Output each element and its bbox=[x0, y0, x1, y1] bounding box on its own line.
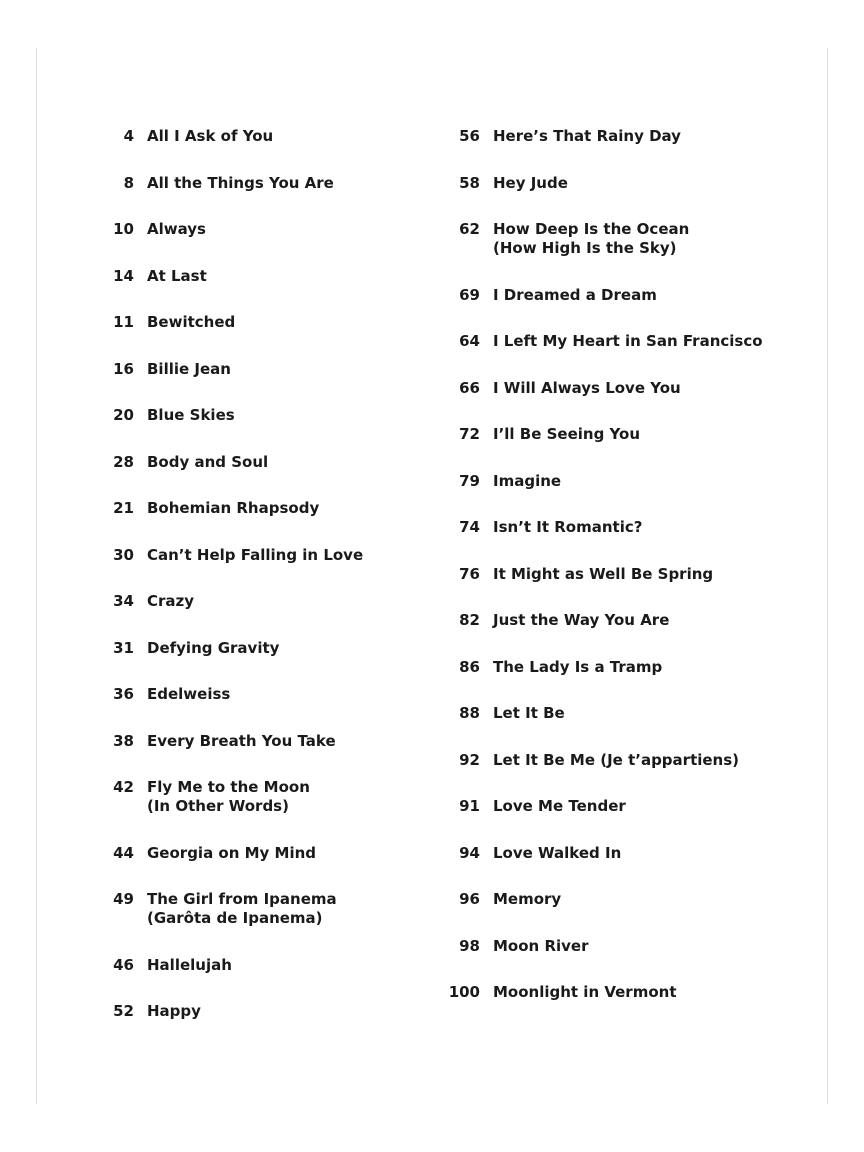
toc-song-title: Billie Jean bbox=[147, 359, 231, 378]
toc-page-number: 88 bbox=[459, 704, 480, 722]
toc-entry bbox=[100, 220, 430, 239]
toc-song-title: Hey Jude bbox=[493, 173, 568, 192]
toc-song-title: Hallelujah bbox=[147, 955, 232, 974]
toc-song-title: Imagine bbox=[493, 471, 562, 490]
toc-song-title: I Will Always Love You bbox=[493, 378, 681, 397]
toc-page-number: 30 bbox=[113, 545, 134, 564]
toc-page-number: 34 bbox=[113, 592, 134, 610]
toc-page-number: 98 bbox=[459, 936, 480, 955]
toc-entry bbox=[100, 546, 430, 565]
toc-entry bbox=[100, 685, 430, 704]
toc-page-number: 79 bbox=[459, 471, 480, 490]
toc-song-title: It Might as Well Be Spring bbox=[493, 564, 714, 583]
toc-song-title: Here’s That Rainy Day bbox=[493, 127, 681, 145]
toc-entry bbox=[100, 844, 430, 863]
toc-right-column bbox=[432, 127, 832, 1030]
toc-entry bbox=[432, 937, 832, 956]
toc-entry bbox=[100, 267, 430, 286]
toc-page-number: 36 bbox=[113, 685, 134, 703]
toc-entry bbox=[100, 890, 430, 928]
toc-song-title: Can’t Help Falling in Love bbox=[147, 545, 364, 564]
toc-page-number: 76 bbox=[459, 564, 480, 583]
toc-song-title: Georgia on My Mind bbox=[147, 843, 317, 862]
toc-page-number: 91 bbox=[459, 797, 480, 815]
toc-page-number: 86 bbox=[459, 657, 480, 676]
toc-page-number: 16 bbox=[113, 359, 134, 378]
toc-song-title: Crazy bbox=[147, 592, 195, 610]
toc-page-number: 52 bbox=[113, 1002, 134, 1020]
toc-song-title: Blue Skies bbox=[147, 406, 235, 424]
toc-entry bbox=[100, 406, 430, 425]
toc-song-title: The Girl from Ipanema (Garôta de Ipanema) bbox=[147, 890, 337, 927]
toc-song-title: Every Breath You Take bbox=[147, 731, 336, 750]
toc-entry bbox=[432, 658, 832, 677]
toc-song-title: Memory bbox=[493, 890, 562, 908]
toc-page-number: 92 bbox=[459, 750, 480, 769]
toc-entry bbox=[432, 704, 832, 723]
toc-song-title: Edelweiss bbox=[147, 685, 231, 703]
toc-song-title: I Dreamed a Dream bbox=[493, 285, 657, 304]
toc-page-number: 100 bbox=[448, 983, 480, 1001]
toc-song-title: Always bbox=[147, 220, 206, 238]
toc-entry bbox=[432, 611, 832, 630]
toc-page-number: 4 bbox=[123, 127, 134, 145]
toc-page-number: 21 bbox=[113, 499, 134, 517]
toc-song-title: The Lady Is a Tramp bbox=[493, 657, 663, 676]
toc-page-number: 96 bbox=[459, 890, 480, 908]
toc-page-number: 72 bbox=[459, 425, 480, 443]
toc-entry bbox=[100, 313, 430, 332]
toc-page-number: 94 bbox=[459, 843, 480, 862]
toc-song-title: All the Things You Are bbox=[147, 173, 334, 192]
toc-page-number: 62 bbox=[459, 220, 480, 238]
toc-page-number: 11 bbox=[113, 313, 134, 331]
toc-page-number: 74 bbox=[459, 518, 480, 536]
toc-page-number: 49 bbox=[113, 890, 134, 908]
toc-entry bbox=[100, 732, 430, 751]
toc-entry bbox=[100, 592, 430, 611]
toc-entry bbox=[432, 332, 832, 351]
toc-entry bbox=[432, 518, 832, 537]
toc-page-number: 58 bbox=[459, 173, 480, 192]
toc-entry bbox=[432, 379, 832, 398]
toc-entry bbox=[100, 499, 430, 518]
toc-entry bbox=[100, 639, 430, 658]
toc-entry bbox=[100, 956, 430, 975]
toc-entry bbox=[432, 127, 832, 146]
toc-page-number: 8 bbox=[123, 173, 134, 192]
toc-page-number: 66 bbox=[459, 378, 480, 397]
toc-page-number: 31 bbox=[113, 638, 134, 657]
toc-song-title: Love Me Tender bbox=[493, 797, 626, 815]
toc-song-title: Just the Way You Are bbox=[493, 611, 670, 629]
toc-song-title: Fly Me to the Moon (In Other Words) bbox=[147, 778, 310, 815]
toc-song-title: Body and Soul bbox=[147, 452, 269, 471]
toc-song-title: All I Ask of You bbox=[147, 127, 274, 145]
toc-entry bbox=[432, 565, 832, 584]
toc-entry bbox=[432, 425, 832, 444]
toc-entry bbox=[100, 778, 430, 816]
toc-entry bbox=[432, 751, 832, 770]
toc-entry bbox=[100, 360, 430, 379]
toc-song-title: Bewitched bbox=[147, 313, 236, 331]
toc-entry bbox=[432, 844, 832, 863]
toc-entry bbox=[432, 983, 832, 1002]
toc-page-number: 10 bbox=[113, 220, 134, 238]
toc-page-number: 42 bbox=[113, 778, 134, 796]
toc-page-number: 82 bbox=[459, 611, 480, 629]
toc-song-title: Let It Be bbox=[493, 704, 565, 722]
toc-song-title: Love Walked In bbox=[493, 843, 622, 862]
left-margin-line bbox=[36, 48, 37, 1104]
toc-left-column bbox=[100, 127, 430, 1049]
toc-song-title: Moon River bbox=[493, 936, 589, 955]
toc-song-title: I Left My Heart in San Francisco bbox=[493, 332, 763, 350]
toc-entry bbox=[432, 890, 832, 909]
toc-page-number: 20 bbox=[113, 406, 134, 424]
toc-entry bbox=[432, 797, 832, 816]
toc-entry bbox=[432, 220, 832, 258]
toc-page-number: 56 bbox=[459, 127, 480, 145]
toc-page-number: 64 bbox=[459, 332, 480, 350]
toc-entry bbox=[100, 174, 430, 193]
toc-page-number: 69 bbox=[459, 285, 480, 304]
toc-entry bbox=[100, 453, 430, 472]
toc-entry bbox=[100, 127, 430, 146]
toc-song-title: Happy bbox=[147, 1002, 201, 1020]
toc-page-number: 14 bbox=[113, 266, 134, 285]
toc-song-title: Let It Be Me (Je t’appartiens) bbox=[493, 750, 740, 769]
toc-page-number: 46 bbox=[113, 955, 134, 974]
toc-page-number: 38 bbox=[113, 731, 134, 750]
toc-entry bbox=[432, 174, 832, 193]
toc-song-title: Bohemian Rhapsody bbox=[147, 499, 320, 517]
toc-page-number: 28 bbox=[113, 452, 134, 471]
toc-entry bbox=[100, 1002, 430, 1021]
toc-song-title: At Last bbox=[147, 266, 207, 285]
toc-page-number: 44 bbox=[113, 843, 134, 862]
toc-song-title: Defying Gravity bbox=[147, 638, 280, 657]
toc-song-title: Moonlight in Vermont bbox=[493, 983, 677, 1001]
toc-song-title: Isn’t It Romantic? bbox=[493, 518, 643, 536]
toc-entry bbox=[432, 286, 832, 305]
toc-entry bbox=[432, 472, 832, 491]
toc-song-title: I’ll Be Seeing You bbox=[493, 425, 641, 443]
toc-song-title: How Deep Is the Ocean (How High Is the Sky) bbox=[493, 220, 690, 257]
